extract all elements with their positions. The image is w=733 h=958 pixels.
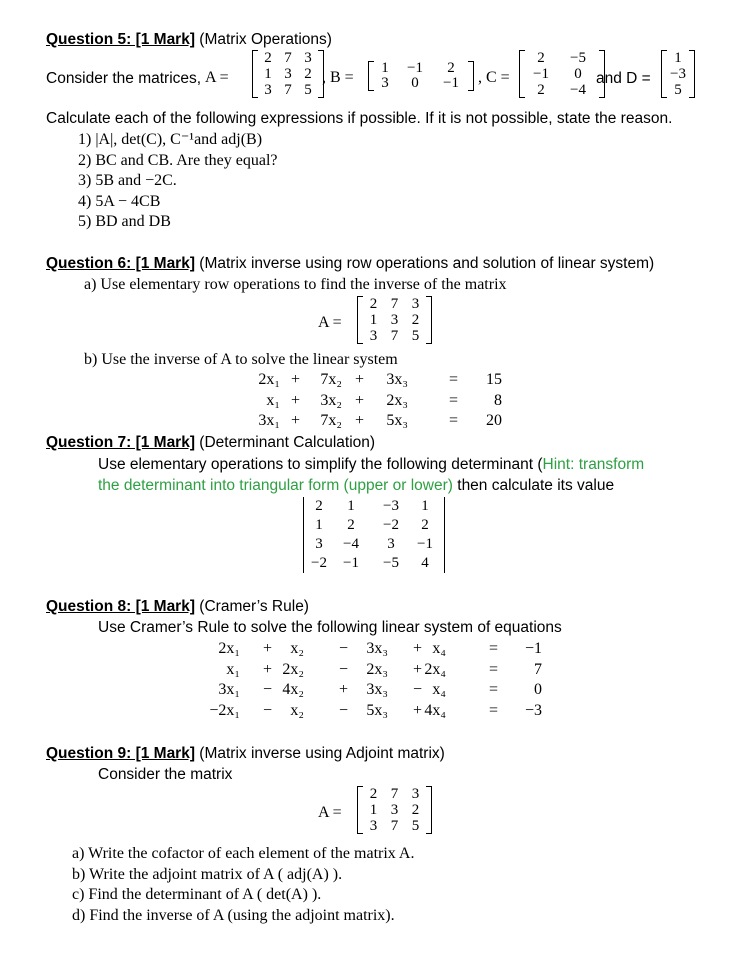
equation-term: = — [448, 412, 458, 429]
equation-term: x₄ — [432, 681, 446, 698]
q5-matrix-b — [374, 61, 468, 91]
q8-linear-system — [200, 639, 560, 721]
q7-title: Question 7: [1 Mark] — [46, 434, 195, 451]
equation-term: 3x₃ — [366, 640, 388, 657]
matrix-cell: 7 — [390, 328, 399, 344]
q5-list-item: 3) 5B and −2C. — [78, 172, 177, 189]
matrix-cell: 7 — [390, 296, 399, 312]
equation-term: = — [488, 660, 498, 678]
equation-term: + — [262, 660, 272, 678]
equation-term: 7x₂ — [320, 371, 342, 388]
matrix-cell: 2 — [304, 66, 312, 82]
matrix-cell: 3 — [411, 786, 420, 802]
equation-term: − — [262, 681, 272, 698]
matrix-cell: −1 — [343, 555, 359, 571]
q6-subtitle: (Matrix inverse using row operations and solution of linear system) — [195, 255, 655, 272]
q7-hint-start: Hint: transform — [542, 456, 645, 473]
q5-intro: Consider the matrices, — [46, 70, 202, 87]
equation-term: = — [448, 371, 458, 388]
matrix-cell: 0 — [411, 75, 419, 91]
q5-list-item: 4) 5A − 4CB — [78, 192, 161, 210]
equation-term: + — [412, 640, 422, 657]
matrix-cell: 3 — [315, 536, 323, 552]
matrix-cell: −3 — [383, 498, 399, 514]
q9-matrix-a — [363, 786, 426, 834]
q9-a-label: A = — [318, 804, 342, 821]
equation-term: = — [448, 391, 458, 409]
q5-c-label: , C = — [478, 69, 510, 86]
q5-subtitle: (Matrix Operations) — [195, 31, 332, 48]
equation-term: 3x₃ — [366, 681, 388, 698]
matrix-cell: 1 — [315, 517, 323, 533]
q6-part-a: a) Use elementary row operations to find the inverse of the matrix — [84, 276, 507, 293]
q9-list-item: d) Find the inverse of A (using the adjoint matrix). — [72, 906, 395, 924]
matrix-cell: 7 — [390, 818, 399, 834]
equation-term: 5x₃ — [386, 412, 408, 429]
equation-term: + — [290, 371, 300, 388]
equation-term: − — [338, 640, 348, 657]
q5-list-item: 5) BD and DB — [78, 213, 171, 230]
matrix-cell: −4 — [343, 536, 359, 552]
matrix-cell: 1 — [381, 60, 389, 76]
matrix-cell: 3 — [369, 328, 378, 344]
equation-term: x₄ — [432, 640, 446, 657]
q7-subtitle: (Determinant Calculation) — [195, 434, 376, 451]
equation-term: −1 — [524, 640, 542, 657]
equation-term: − — [338, 701, 348, 719]
q9-heading — [46, 745, 445, 763]
q7-heading — [46, 434, 375, 452]
matrix-cell: 1 — [369, 802, 378, 818]
matrix-cell: 3 — [264, 82, 272, 98]
matrix-cell: −2 — [383, 517, 399, 533]
equation-term: 7 — [534, 660, 542, 678]
q9-list-item: c) Find the determinant of A ( det(A) ). — [72, 886, 322, 903]
matrix-cell: 3 — [369, 818, 378, 834]
q8-title: Question 8: [1 Mark] — [46, 598, 195, 615]
matrix-cell: −1 — [417, 536, 433, 552]
q6-matrix-a — [363, 296, 426, 344]
equation-term: 3x₁ — [218, 681, 240, 698]
matrix-cell: 7 — [390, 786, 399, 802]
matrix-cell: −2 — [311, 555, 327, 571]
q6-part-b: b) Use the inverse of A to solve the linear system — [84, 351, 398, 368]
q5-list-item: 2) BC and CB. Are they equal? — [78, 151, 278, 169]
q5-item-list — [78, 130, 278, 233]
equation-term: − — [412, 681, 422, 698]
matrix-cell: 3 — [304, 50, 312, 66]
equation-term: 3x₂ — [320, 391, 342, 409]
matrix-cell: 2 — [537, 82, 545, 98]
matrix-cell: −5 — [570, 50, 586, 66]
equation-term: + — [354, 371, 364, 388]
matrix-cell: 1 — [674, 50, 682, 66]
matrix-cell: 2 — [447, 60, 455, 76]
matrix-cell: 3 — [411, 296, 420, 312]
matrix-cell: 5 — [411, 818, 420, 834]
equation-term: 0 — [534, 681, 542, 698]
q5-list-item: 1) |A|, det(C), C⁻¹and adj(B) — [78, 131, 263, 148]
q9-subtitle: (Matrix inverse using Adjoint matrix) — [195, 745, 445, 762]
matrix-cell: 3 — [390, 802, 399, 818]
q5-matrix-d — [667, 50, 689, 98]
matrix-cell: 2 — [411, 312, 420, 328]
q5-title: Question 5: [1 Mark] — [46, 31, 195, 48]
equation-term: 20 — [486, 412, 502, 429]
q7-line2-text: then calculate its value — [452, 477, 615, 494]
matrix-cell: 3 — [390, 312, 399, 328]
q9-instruction: Consider the matrix — [98, 766, 233, 783]
matrix-cell: 2 — [411, 802, 420, 818]
matrix-cell: 3 — [381, 75, 389, 91]
q7-line1 — [98, 456, 644, 474]
q8-subtitle: (Cramer’s Rule) — [195, 598, 309, 615]
matrix-cell: 2 — [369, 296, 378, 312]
matrix-cell: 5 — [304, 82, 312, 98]
q9-item-list — [72, 844, 414, 926]
equation-term: 4x₂ — [282, 681, 304, 698]
q6-title: Question 6: [1 Mark] — [46, 255, 195, 272]
matrix-cell: 7 — [284, 50, 292, 66]
equation-term: 3x₁ — [258, 412, 280, 429]
q5-heading — [46, 31, 332, 49]
matrix-cell: 2 — [264, 50, 272, 66]
equation-term: 2x₃ — [366, 660, 388, 678]
q9-title: Question 9: [1 Mark] — [46, 745, 195, 762]
equation-term: = — [488, 681, 498, 698]
equation-term: + — [354, 391, 364, 409]
q9-list-item: b) Write the adjoint matrix of A ( adj(A) ). — [72, 865, 343, 883]
equation-term: 3x₃ — [386, 371, 408, 388]
matrix-cell: 3 — [387, 536, 395, 552]
equation-term: 8 — [494, 391, 502, 409]
q6-heading — [46, 255, 654, 273]
q8-heading — [46, 598, 309, 616]
equation-term: 4x₄ — [424, 701, 446, 719]
equation-term: x₂ — [290, 640, 304, 657]
q5-b-label: , B = — [322, 69, 354, 86]
matrix-cell: −1 — [407, 60, 423, 76]
equation-term: x₂ — [290, 701, 304, 719]
matrix-cell: −1 — [533, 66, 549, 82]
q5-matrix-a — [258, 50, 318, 98]
equation-term: + — [354, 412, 364, 429]
q6-a-label: A = — [318, 314, 342, 331]
equation-term: = — [488, 640, 498, 657]
q7-hint-end: the determinant into triangular form (upper or lower) — [98, 477, 453, 494]
equation-term: + — [290, 412, 300, 429]
equation-term: x₁ — [266, 391, 280, 409]
matrix-cell: −3 — [670, 66, 686, 82]
q5-matrix-c — [525, 50, 599, 98]
matrix-cell: 5 — [674, 82, 682, 98]
q9-list-item: a) Write the cofactor of each element of the matrix A. — [72, 845, 415, 862]
matrix-cell: 2 — [421, 517, 429, 533]
matrix-cell: 7 — [284, 82, 292, 98]
matrix-cell: 1 — [421, 498, 429, 514]
equation-term: − — [338, 660, 348, 678]
q8-instruction: Use Cramer’s Rule to solve the following linear system of equations — [98, 619, 562, 636]
equation-term: = — [488, 701, 498, 719]
equation-term: 7x₂ — [320, 412, 342, 429]
equation-term: 2x₂ — [282, 660, 304, 678]
matrix-cell: 0 — [574, 66, 582, 82]
matrix-cell: 2 — [369, 786, 378, 802]
q7-line1-text: Use elementary operations to simplify the following determinant ( — [98, 456, 543, 473]
matrix-cell: 2 — [315, 498, 323, 514]
equation-term: 2x₁ — [218, 640, 240, 657]
q5-d-label: and D = — [596, 70, 651, 87]
equation-term: 2x₄ — [424, 660, 446, 678]
equation-term: + — [290, 391, 300, 409]
q5-a-label: A = — [205, 69, 229, 86]
matrix-cell: 2 — [347, 517, 355, 533]
equation-term: −3 — [524, 701, 542, 719]
equation-term: 5x₃ — [366, 701, 388, 719]
equation-term: − — [262, 701, 272, 719]
equation-term: −2x₁ — [209, 701, 240, 719]
matrix-cell: −4 — [570, 82, 586, 98]
matrix-cell: −5 — [383, 555, 399, 571]
matrix-cell: 1 — [347, 498, 355, 514]
q6-linear-system — [240, 370, 510, 430]
matrix-cell: 3 — [284, 66, 292, 82]
matrix-cell: 1 — [264, 66, 272, 82]
equation-term: + — [412, 701, 422, 719]
matrix-cell: −1 — [443, 75, 459, 91]
equation-term: + — [338, 681, 348, 698]
equation-term: x₁ — [226, 660, 240, 678]
q7-line2 — [98, 477, 614, 495]
matrix-cell: 5 — [411, 328, 420, 344]
equation-term: 2x₁ — [258, 371, 280, 388]
matrix-cell: 4 — [421, 555, 429, 571]
equation-term: 2x₃ — [386, 391, 408, 409]
matrix-cell: 2 — [537, 50, 545, 66]
matrix-cell: 1 — [369, 312, 378, 328]
equation-term: + — [412, 660, 422, 678]
equation-term: + — [262, 640, 272, 657]
q7-determinant — [308, 497, 440, 573]
q5-instruction: Calculate each of the following expressions if possible. If it is not possible, state the reason. — [46, 110, 673, 127]
equation-term: 15 — [486, 371, 502, 388]
